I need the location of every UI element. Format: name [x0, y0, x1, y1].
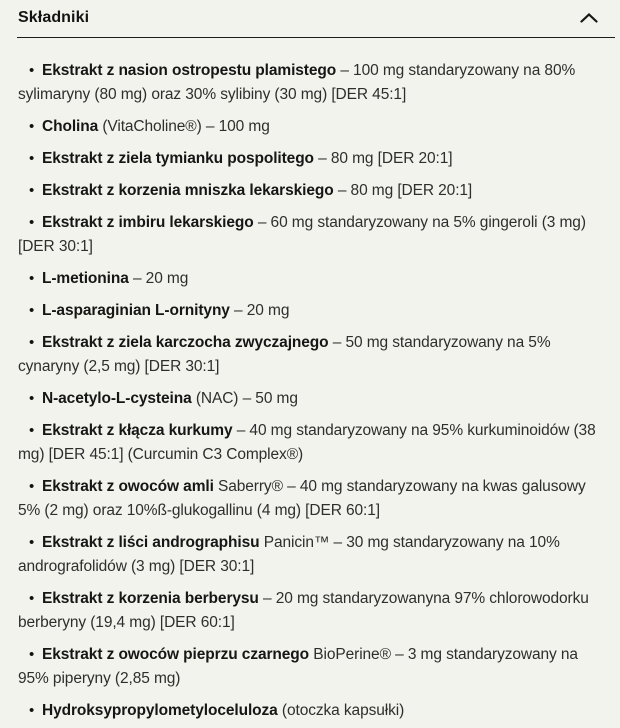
bullet-icon: • [29, 590, 35, 607]
ingredient-item [18, 475, 606, 523]
ingredient-name: Ekstrakt z ziela karczocha zwyczajnego [42, 334, 329, 351]
ingredient-name: Ekstrakt z kłącza kurkumy [42, 422, 233, 439]
ingredient-name: Ekstrakt z korzenia berberysu [42, 590, 259, 607]
bullet-icon: • [29, 150, 35, 167]
ingredient-item [18, 643, 606, 691]
bullet-icon: • [29, 390, 35, 407]
bullet-icon: • [29, 478, 35, 495]
bullet-icon: • [29, 182, 35, 199]
ingredient-name: Ekstrakt z korzenia mniszka lekarskiego [42, 182, 334, 199]
accordion-header[interactable] [0, 0, 620, 37]
ingredient-name: N-acetylo-L-cysteina [42, 390, 192, 407]
ingredient-item [18, 115, 606, 139]
ingredient-name: Ekstrakt z imbiru lekarskiego [42, 214, 254, 231]
ingredient-item [18, 331, 606, 379]
ingredient-details: – 60 mg standaryzowany na 5% gingeroli (3 mg) [DER 30:1] [18, 214, 586, 255]
ingredient-name: L-asparaginian L-ornityny [42, 302, 230, 319]
bullet-icon: • [29, 534, 35, 551]
accordion-title: Składniki [18, 9, 90, 26]
ingredient-item [18, 179, 606, 203]
ingredient-item [18, 531, 606, 579]
bullet-icon: • [29, 302, 35, 319]
ingredient-item [18, 147, 606, 171]
ingredient-item [18, 419, 606, 467]
ingredient-details: BioPerine® – 3 mg standaryzowany na 95% piperyny (2,85 mg) [18, 646, 578, 687]
ingredient-details: (NAC) – 50 mg [191, 390, 298, 407]
ingredient-name: Ekstrakt z liści andrographisu [42, 534, 260, 551]
ingredient-details: (otoczka kapsułki) [277, 702, 405, 719]
ingredient-item [18, 699, 606, 723]
ingredient-details: – 50 mg standaryzowany na 5% cynaryny (2,5 mg) [DER 30:1] [18, 334, 551, 375]
bullet-icon: • [29, 118, 35, 135]
ingredient-name: Ekstrakt z nasion ostropestu plamistego [42, 62, 337, 79]
ingredient-details: – 20 mg [229, 302, 290, 319]
ingredient-item [18, 299, 606, 323]
bullet-icon: • [29, 214, 35, 231]
ingredient-details: – 20 mg standaryzowanyna 97% chlorowodorku berberyny (19,4 mg) [DER 60:1] [18, 590, 589, 631]
ingredient-item [18, 59, 606, 107]
ingredient-name: Ekstrakt z owoców amli [42, 478, 214, 495]
ingredient-name: L-metionina [42, 270, 129, 287]
bullet-icon: • [29, 422, 35, 439]
header-divider [17, 37, 615, 38]
ingredients-list [0, 59, 620, 723]
ingredient-details: – 100 mg standaryzowany na 80% sylimaryny (80 mg) oraz 30% sylibiny (30 mg) [DER 45:1] [18, 62, 576, 103]
ingredient-name: Ekstrakt z ziela tymianku pospolitego [42, 150, 314, 167]
ingredient-item [18, 587, 606, 635]
ingredient-name: Hydroksypropylometyloceluloza [42, 702, 278, 719]
ingredient-details: Saberry® – 40 mg standaryzowany na kwas galusowy 5% (2 mg) oraz 10%ß-glukogallinu (4 mg) [DER 60:1] [18, 478, 586, 519]
ingredient-details: Panicin™ – 30 mg standaryzowany na 10% andrografolidów (3 mg) [DER 30:1] [18, 534, 560, 575]
bullet-icon: • [29, 646, 35, 663]
bullet-icon: • [29, 334, 35, 351]
bullet-icon: • [29, 62, 35, 79]
ingredient-item [18, 267, 606, 291]
ingredient-details: – 80 mg [DER 20:1] [333, 182, 473, 199]
ingredient-item [18, 387, 606, 411]
ingredient-item [18, 211, 606, 259]
ingredient-name: Ekstrakt z owoców pieprzu czarnego [42, 646, 310, 663]
ingredient-name: Cholina [42, 118, 99, 135]
ingredient-details: (VitaCholine®) – 100 mg [98, 118, 270, 135]
ingredient-details: – 20 mg [128, 270, 189, 287]
bullet-icon: • [29, 702, 35, 719]
chevron-up-icon[interactable] [580, 13, 598, 23]
ingredient-details: – 40 mg standaryzowany na 95% kurkuminoidów (38 mg) [DER 45:1] (Curcumin C3 Complex®) [18, 422, 596, 463]
ingredient-details: – 80 mg [DER 20:1] [313, 150, 453, 167]
bullet-icon: • [29, 270, 35, 287]
